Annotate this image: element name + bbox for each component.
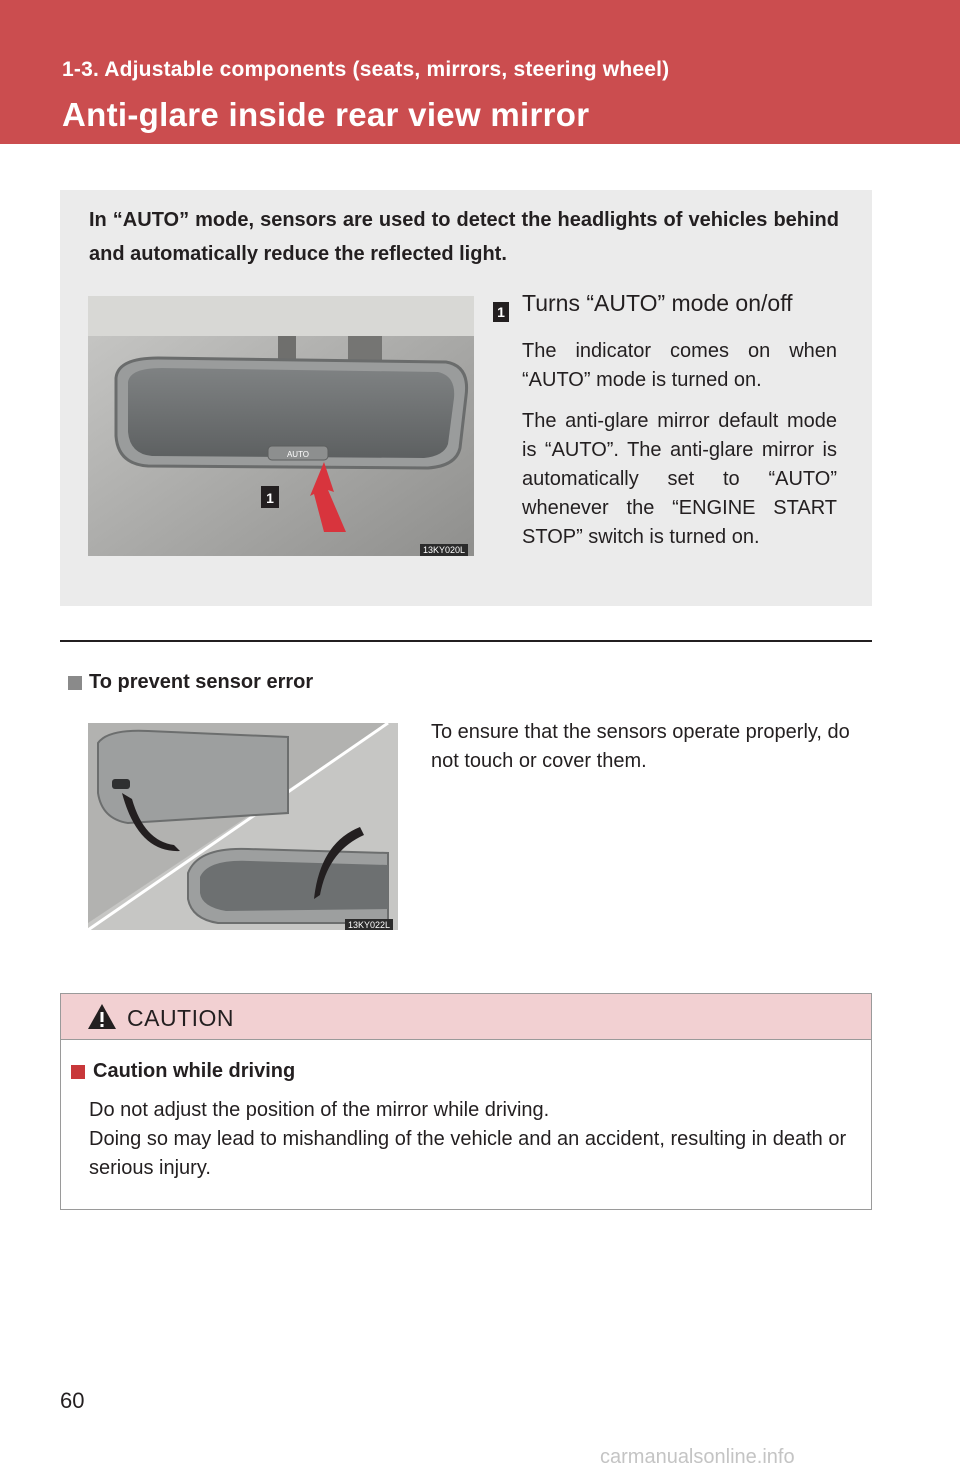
item-number-badge: 1 — [493, 302, 509, 322]
sensor-illustration — [88, 723, 398, 930]
caution-body — [89, 1096, 865, 1183]
square-bullet-icon — [68, 676, 82, 690]
mirror-photo — [88, 296, 474, 556]
section-divider — [60, 640, 872, 642]
item-paragraph-1: The indicator comes on when “AUTO” mode is turned on. — [522, 340, 837, 391]
auto-button-label: AUTO — [286, 450, 310, 459]
intro-box — [60, 190, 872, 606]
caution-box — [60, 993, 872, 1210]
page-number: 60 — [60, 1388, 85, 1413]
image-code: 13KY020L — [420, 544, 468, 556]
sensor-description: To ensure that the sensors operate properly, do not touch or cover them. — [431, 721, 850, 772]
red-square-bullet-icon — [71, 1065, 85, 1079]
caution-line-1: Do not adjust the position of the mirror while driving. — [89, 1099, 550, 1121]
figure-callout: 1 — [266, 490, 274, 506]
section-title: 1-3. Adjustable components (seats, mirrors, steering wheel) — [62, 58, 670, 81]
caution-subheading — [71, 1060, 295, 1083]
caution-subheading-text: Caution while driving — [93, 1060, 296, 1082]
sensor-heading — [68, 671, 313, 694]
sensor-heading-text: To prevent sensor error — [89, 671, 314, 693]
item-paragraph-2: The anti-glare mirror default mode is “AUTO”. The anti-glare mirror is automatically set to “AUTO” whenever the “ENGINE START STOP” switch is turned on. — [522, 410, 837, 548]
warning-triangle-icon — [87, 1003, 117, 1030]
watermark: carmanualsonline.info — [600, 1446, 795, 1468]
item-description — [522, 337, 837, 564]
caution-label: CAUTION — [127, 1005, 234, 1031]
caution-line-2: Doing so may lead to mishandling of the vehicle and an accident, resulting in death or serious injury. — [89, 1128, 847, 1179]
page-title: Anti-glare inside rear view mirror — [62, 96, 590, 133]
caution-header — [61, 994, 871, 1040]
image-code-2: 13KY022L — [345, 919, 393, 930]
mirror-illustration — [88, 296, 474, 556]
item-title: Turns “AUTO” mode on/off — [522, 290, 793, 316]
sensor-photo — [88, 723, 398, 930]
intro-text: In “AUTO” mode, sensors are used to detect the headlights of vehicles behind and automatically reduce the reflected light. — [89, 209, 839, 265]
page-header — [0, 0, 960, 144]
